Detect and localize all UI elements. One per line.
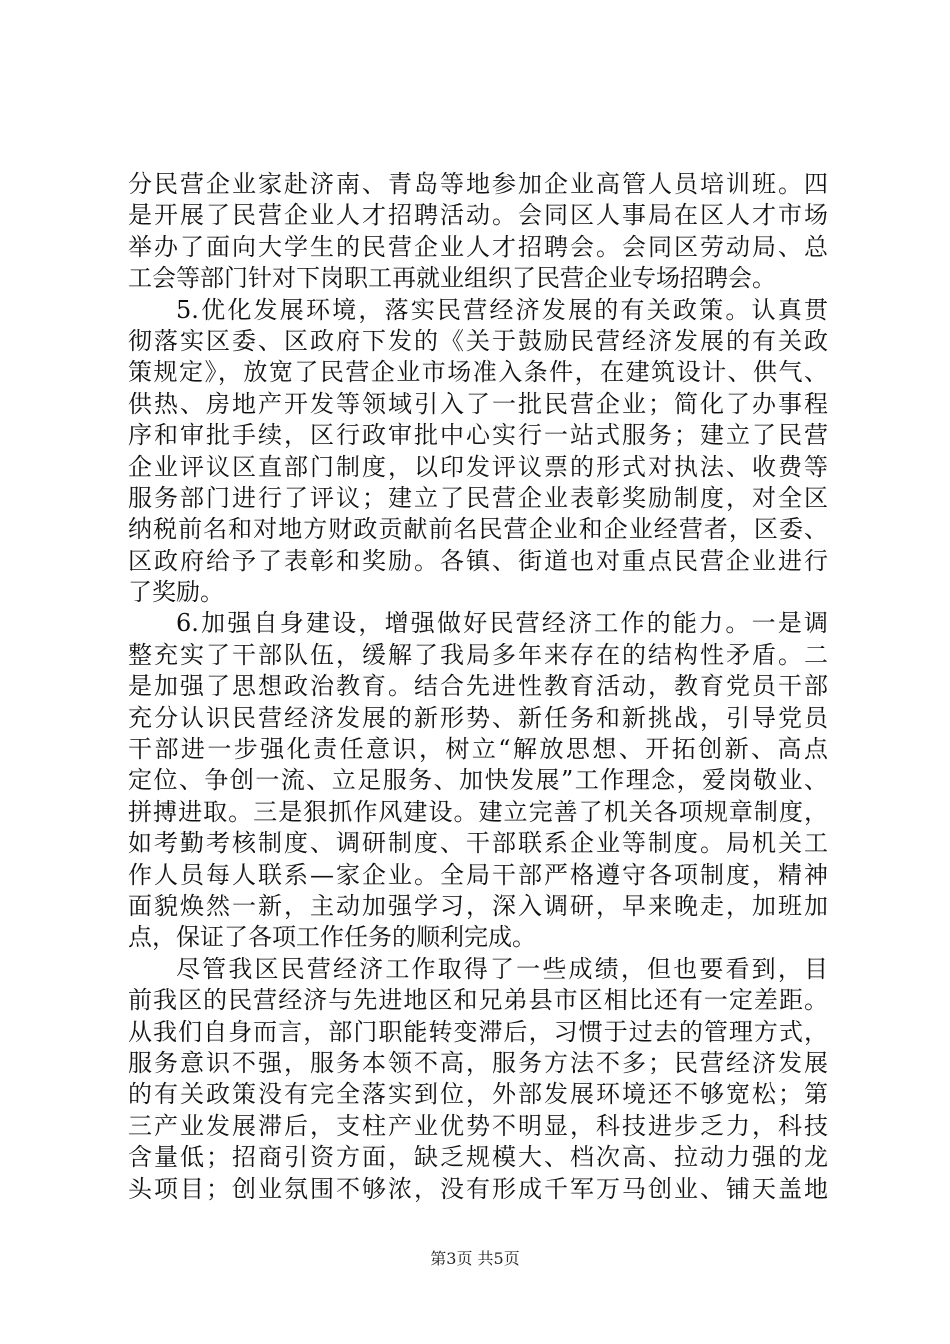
- text-line: 的有关政策没有完全落实到位，外部发展环境还不够宽松；第: [128, 1080, 828, 1109]
- text-line: 三产业发展滞后，支柱产业优势不明显，科技进步乏力，科技: [128, 1111, 828, 1140]
- text-line: 面貌焕然一新，主动加强学习，深入调研，早来晚走，加班加: [128, 891, 828, 920]
- text-line: 6.加强自身建设，增强做好民营经济工作的能力。一是调: [176, 609, 828, 638]
- text-line: 工会等部门针对下岗职工再就业组织了民营企业专场招聘会。: [128, 264, 776, 293]
- text-line: 是开展了民营企业人才招聘活动。会同区人事局在区人才市场: [128, 201, 828, 230]
- text-line: 点，保证了各项工作任务的顺利完成。: [128, 923, 536, 952]
- text-line: 作人员每人联系—家企业。全局干部严格遵守各项制度，精神: [128, 860, 828, 889]
- text-line: 服务部门进行了评议；建立了民营企业表彰奖励制度，对全区: [128, 483, 828, 512]
- text-line: 5.优化发展环境，落实民营经济发展的有关政策。认真贯: [176, 295, 828, 324]
- text-line: 序和审批手续，区行政审批中心实行一站式服务；建立了民营: [128, 421, 828, 450]
- text-line: 企业评议区直部门制度，以印发评议票的形式对执法、收费等: [128, 452, 828, 481]
- text-line: 头项目；创业氛围不够浓，没有形成千军万马创业、铺天盖地: [128, 1174, 828, 1203]
- text-line: 如考勤考核制度、调研制度、干部联系企业等制度。局机关工: [128, 829, 828, 858]
- text-line: 从我们自身而言，部门职能转变滞后，习惯于过去的管理方式，: [128, 1017, 828, 1046]
- text-line: 供热、房地产开发等领域引入了一批民营企业；简化了办事程: [128, 389, 828, 418]
- text-line: 定位、争创一流、立足服务、加快发展”工作理念，爱岗敬业、: [128, 766, 828, 795]
- text-line: 是加强了思想政治教育。结合先进性教育活动，教育党员干部: [128, 672, 828, 701]
- text-line: 干部进一步强化责任意识，树立“解放思想、开拓创新、高点: [128, 735, 828, 764]
- document-body: [128, 169, 828, 1205]
- text-line: 了奖励。: [128, 578, 224, 607]
- text-line: 彻落实区委、区政府下发的《关于鼓励民营经济发展的有关政: [128, 326, 828, 355]
- text-line: 纳税前名和对地方财政贡献前名民营企业和企业经营者，区委、: [128, 515, 828, 544]
- text-line: 分民营企业家赴济南、青岛等地参加企业高管人员培训班。四: [128, 170, 828, 198]
- text-line: 含量低；招商引资方面，缺乏规模大、档次高、拉动力强的龙: [128, 1143, 828, 1172]
- text-line: 前我区的民营经济与先进地区和兄弟县市区相比还有一定差距。: [128, 986, 828, 1015]
- text-line: 服务意识不强，服务本领不高，服务方法不多；民营经济发展: [128, 1048, 828, 1077]
- text-line: 区政府给予了表彰和奖励。各镇、街道也对重点民营企业进行: [128, 546, 828, 575]
- text-line: 策规定》，放宽了民营企业市场准入条件，在建筑设计、供气、: [128, 358, 828, 387]
- text-line: 充分认识民营经济发展的新形势、新任务和新挑战，引导党员: [128, 703, 828, 732]
- text-line: 尽管我区民营经济工作取得了一些成绩，但也要看到，目: [176, 954, 828, 983]
- text-line: 举办了面向大学生的民营企业人才招聘会。会同区劳动局、总: [128, 232, 828, 261]
- text-line: 拼搏进取。三是狠抓作风建设。建立完善了机关各项规章制度，: [128, 797, 828, 826]
- page-number-footer: 第3页 共5页: [430, 1249, 520, 1268]
- text-line: 整充实了干部队伍，缓解了我局多年来存在的结构性矛盾。二: [128, 640, 828, 669]
